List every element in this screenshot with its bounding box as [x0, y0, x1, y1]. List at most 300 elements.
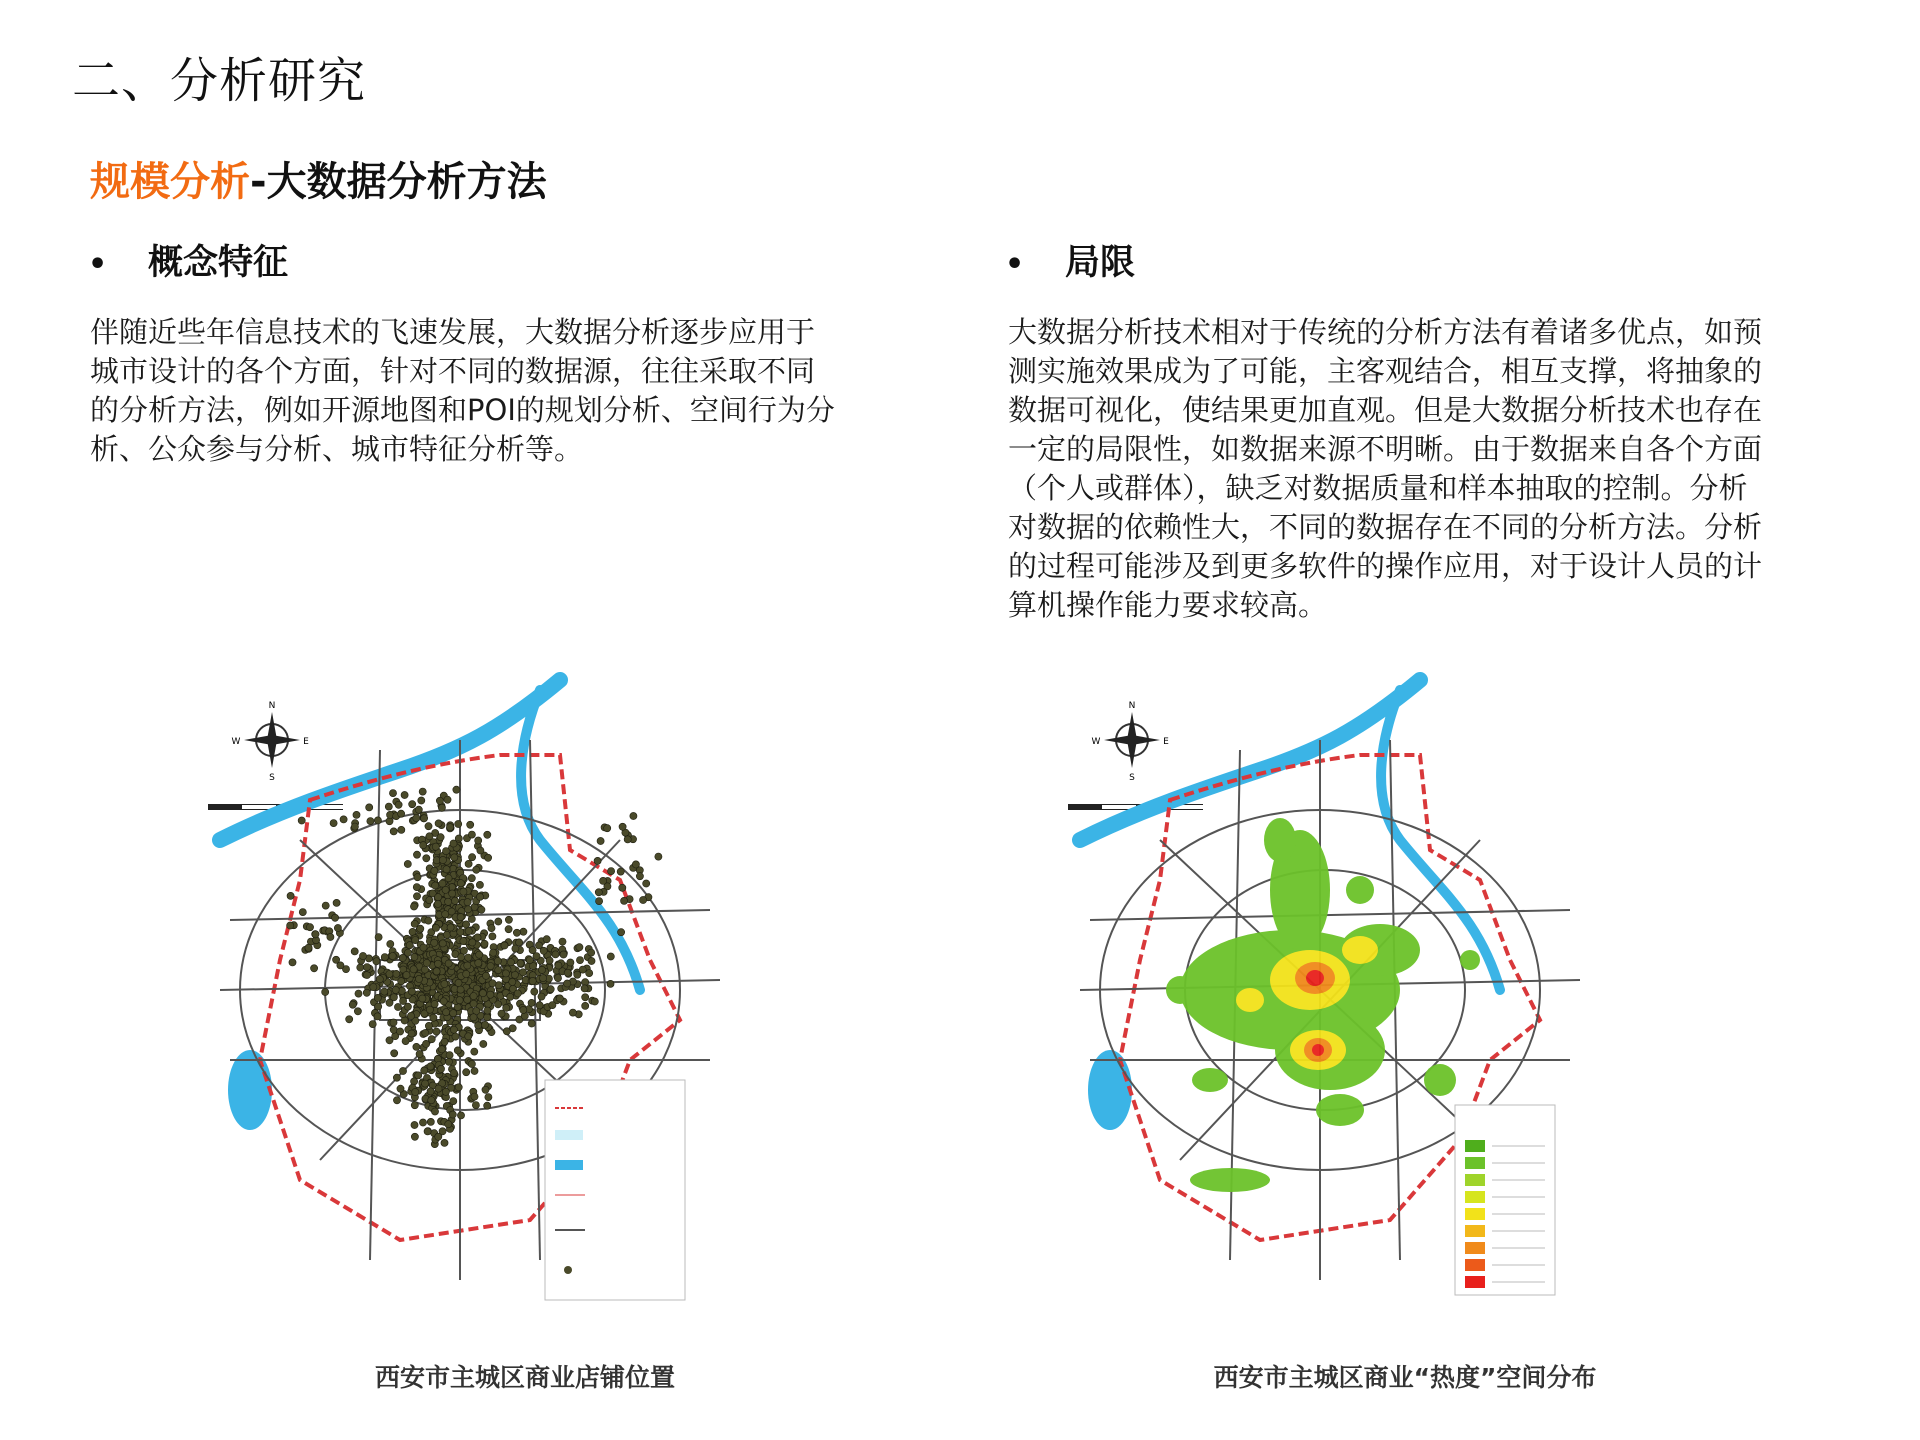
poi-dot: [415, 975, 422, 982]
poi-dot: [311, 965, 318, 972]
poi-dot: [442, 848, 449, 855]
poi-dot: [439, 940, 446, 947]
poi-dot: [391, 1050, 398, 1057]
poi-dot: [505, 926, 512, 933]
poi-dot: [503, 1028, 510, 1035]
left-heading: [88, 235, 288, 285]
poi-dot: [437, 1065, 444, 1072]
poi-dot: [417, 925, 424, 932]
poi-dot: [433, 1028, 440, 1035]
poi-dot: [333, 899, 340, 906]
poi-dot: [357, 964, 364, 971]
poi-dot: [421, 815, 428, 822]
poi-dot: [390, 1019, 397, 1026]
poi-dot: [464, 996, 471, 1003]
poi-dot: [414, 874, 421, 881]
poi-dot: [425, 823, 432, 830]
poi-dot: [463, 921, 470, 928]
poi-dot: [445, 898, 452, 905]
poi-dot: [564, 980, 571, 987]
poi-dot: [426, 1006, 433, 1013]
poi-dot: [455, 979, 462, 986]
poi-dot: [485, 854, 492, 861]
poi-dot: [443, 1009, 450, 1016]
poi-dot: [445, 875, 452, 882]
poi-dot: [487, 991, 494, 998]
poi-dot: [484, 1014, 491, 1021]
poi-dot: [621, 897, 628, 904]
poi-dot: [574, 971, 581, 978]
poi-dot: [322, 902, 329, 909]
poi-dot: [470, 1000, 477, 1007]
poi-dot: [312, 931, 319, 938]
poi-dot: [419, 995, 426, 1002]
poi-dot: [484, 1102, 491, 1109]
poi-dot: [354, 1008, 361, 1015]
poi-dot: [397, 1085, 404, 1092]
poi-dot: [490, 949, 497, 956]
heat-legend: [1455, 1105, 1555, 1295]
poi-dot: [415, 1072, 422, 1079]
poi-dot: [435, 820, 442, 827]
poi-dot: [426, 833, 433, 840]
poi-dot: [445, 960, 452, 967]
poi-dot: [468, 831, 475, 838]
poi-dot: [430, 1014, 437, 1021]
poi-dot: [445, 1121, 452, 1128]
poi-dot: [413, 884, 420, 891]
shop-location-map: [200, 660, 820, 1320]
poi-dot: [393, 1097, 400, 1104]
poi-dot: [437, 834, 444, 841]
compass-w: W: [231, 737, 241, 747]
poi-dot: [381, 954, 388, 961]
poi-dot: [540, 947, 547, 954]
poi-dot: [432, 924, 439, 931]
poi-dot: [465, 928, 472, 935]
poi-dot: [457, 986, 464, 993]
compass-icon: [232, 701, 310, 783]
bullet-icon: •: [1005, 247, 1025, 282]
poi-dot: [464, 899, 471, 906]
poi-dot: [401, 1017, 408, 1024]
poi-dot: [367, 818, 374, 825]
poi-dot: [420, 944, 427, 951]
poi-dot: [403, 971, 410, 978]
poi-dot: [410, 903, 417, 910]
poi-dot: [481, 940, 488, 947]
poi-dot: [449, 1111, 456, 1118]
poi-dot: [456, 997, 463, 1004]
poi-dot: [495, 918, 502, 925]
poi-dot: [618, 929, 625, 936]
poi-dot: [413, 893, 420, 900]
poi-dot: [442, 1088, 449, 1095]
poi-dot: [619, 823, 626, 830]
poi-dot: [596, 898, 603, 905]
poi-dot: [485, 1094, 492, 1101]
poi-dot: [451, 854, 458, 861]
heat-distribution-map: [1060, 660, 1680, 1320]
poi-dot: [440, 998, 447, 1005]
poi-dot: [370, 984, 377, 991]
poi-dot: [484, 1007, 491, 1014]
poi-dot: [427, 1063, 434, 1070]
poi-dot: [458, 954, 465, 961]
poi-dot: [475, 959, 482, 966]
poi-dot: [404, 1003, 411, 1010]
poi-dot: [514, 990, 521, 997]
poi-dot: [559, 938, 566, 945]
poi-dot: [428, 1097, 435, 1104]
poi-dot: [489, 933, 496, 940]
legend: [545, 1080, 685, 1300]
poi-dot: [471, 1067, 478, 1074]
poi-dot: [520, 928, 527, 935]
poi-dot: [434, 900, 441, 907]
poi-dot: [409, 801, 416, 808]
poi-dot: [306, 924, 313, 931]
poi-dot: [395, 801, 402, 808]
poi-dot: [487, 963, 494, 970]
poi-dot: [617, 868, 624, 875]
poi-dot: [576, 957, 583, 964]
poi-dot: [404, 949, 411, 956]
compass-w: W: [1091, 737, 1101, 747]
poi-dot: [488, 925, 495, 932]
poi-dot: [374, 1013, 381, 1020]
compass-s: S: [1129, 773, 1135, 783]
compass-s: S: [269, 773, 275, 783]
poi-dot: [470, 1014, 477, 1021]
poi-dot: [478, 906, 485, 913]
poi-dot: [393, 1074, 400, 1081]
poi-dot: [442, 886, 449, 893]
poi-dot: [450, 1070, 457, 1077]
poi-dot: [619, 884, 626, 891]
poi-dot: [425, 917, 432, 924]
poi-dot: [413, 815, 420, 822]
poi-dot: [398, 978, 405, 985]
poi-dot: [419, 1119, 426, 1126]
poi-dot: [334, 924, 341, 931]
poi-dot: [349, 1001, 356, 1008]
poi-dot: [546, 957, 553, 964]
poi-dot: [608, 868, 615, 875]
poi-dot: [386, 999, 393, 1006]
poi-dot: [457, 913, 464, 920]
poi-dot: [435, 894, 442, 901]
poi-dot: [330, 820, 337, 827]
poi-dot: [375, 934, 382, 941]
poi-dot: [389, 790, 396, 797]
poi-dot: [369, 1021, 376, 1028]
poi-dot: [564, 969, 571, 976]
poi-dot: [447, 824, 454, 831]
poi-dot: [375, 1003, 382, 1010]
poi-dot: [423, 1040, 430, 1047]
poi-dot: [503, 1004, 510, 1011]
poi-dot: [528, 1020, 535, 1027]
poi-dot: [426, 897, 433, 904]
poi-dot: [416, 1050, 423, 1057]
poi-dot: [469, 939, 476, 946]
compass-e: E: [303, 737, 309, 747]
poi-dot: [305, 944, 312, 951]
poi-dot: [454, 1047, 461, 1054]
poi-dot: [465, 860, 472, 867]
poi-dot: [441, 1038, 448, 1045]
poi-dot: [399, 1067, 406, 1074]
left-map-caption: 西安市主城区商业店铺位置: [374, 1363, 675, 1392]
poi-dot: [464, 962, 471, 969]
poi-dot: [390, 828, 397, 835]
poi-dot: [435, 1085, 442, 1092]
poi-dot: [471, 1048, 478, 1055]
lake: [1088, 1050, 1132, 1130]
poi-dot: [502, 970, 509, 977]
poi-dot: [453, 786, 460, 793]
right-paragraph: 大数据分析技术相对于传统的分析方法有着诸多优点，如预 测实施效果成为了可能，主客观结合，相互支撑，将抽象的 数据可视化，使结果更加直观。但是大数据分析技术也存在 一定的局限性，如数据来源不明晰。由于数据来自各个方面 （个人或群体），缺乏对数据质量和样本抽取的控制。分析 对数据的依赖性大，不同的数据存在不同的分析方法。分析 的过程可能涉及到更多软件的操作应用，对于设计人员的计 算机操作能力要求较高。: [1008, 315, 1763, 622]
poi-dot: [450, 840, 457, 847]
poi-dot: [495, 1001, 502, 1008]
poi-dot: [351, 823, 358, 830]
poi-dot: [421, 966, 428, 973]
poi-dot: [408, 1030, 415, 1037]
poi-dot: [423, 855, 430, 862]
poi-dot: [351, 948, 358, 955]
poi-dot: [655, 853, 662, 860]
poi-dot: [436, 797, 443, 804]
poi-dot: [528, 999, 535, 1006]
poi-dot: [435, 1133, 442, 1140]
poi-dot: [423, 959, 430, 966]
poi-dot: [402, 1038, 409, 1045]
poi-dot: [512, 945, 519, 952]
poi-dot: [390, 1026, 397, 1033]
right-heading-text: 局限: [1065, 243, 1136, 283]
poi-dot: [495, 967, 502, 974]
poi-dot: [322, 988, 329, 995]
poi-dot: [582, 1002, 589, 1009]
poi-dot: [555, 962, 562, 969]
poi-dot: [387, 940, 394, 947]
poi-dot: [538, 966, 545, 973]
poi-dot: [401, 791, 408, 798]
poi-dot: [373, 958, 380, 965]
poi-dot: [363, 989, 370, 996]
poi-dot: [476, 881, 483, 888]
poi-dot: [398, 826, 405, 833]
poi-dot: [531, 988, 538, 995]
poi-dot: [411, 1102, 418, 1109]
poi-dot: [392, 986, 399, 993]
poi-dot: [529, 947, 536, 954]
lake: [228, 1050, 272, 1130]
poi-dot: [438, 1046, 445, 1053]
poi-dot: [465, 906, 472, 913]
poi-dot: [576, 944, 583, 951]
poi-dot: [386, 1037, 393, 1044]
poi-dot: [594, 857, 601, 864]
poi-dot: [443, 866, 450, 873]
poi-dot: [630, 812, 637, 819]
poi-dot: [445, 1058, 452, 1065]
poi-dot: [385, 803, 392, 810]
poi-dot: [582, 994, 589, 1001]
poi-dot: [431, 867, 438, 874]
poi-dot: [421, 1067, 428, 1074]
poi-dot: [413, 851, 420, 858]
poi-dot: [588, 949, 595, 956]
poi-dot: [643, 880, 650, 887]
heat-distribution-map-svg: [1060, 660, 1680, 1320]
poi-dot: [569, 1009, 576, 1016]
poi-dot: [607, 980, 614, 987]
poi-dot: [473, 866, 480, 873]
poi-dot: [480, 1040, 487, 1047]
poi-dot: [457, 928, 464, 935]
bullet-icon: •: [88, 247, 108, 282]
poi-dot: [447, 924, 454, 931]
poi-dot: [588, 957, 595, 964]
poi-dot: [424, 1128, 431, 1135]
poi-dot: [556, 995, 563, 1002]
poi-dot: [359, 952, 366, 959]
poi-dot: [394, 1003, 401, 1010]
poi-dot: [411, 1133, 418, 1140]
poi-dot: [404, 860, 411, 867]
poi-dot: [469, 854, 476, 861]
poi-dot: [420, 842, 427, 849]
poi-dot: [463, 1069, 470, 1076]
poi-dot: [441, 1139, 448, 1146]
poi-dot: [529, 977, 536, 984]
poi-dot: [441, 980, 448, 987]
poi-dot: [410, 966, 417, 973]
section-title: 二、分析研究: [72, 53, 367, 109]
poi-dot: [636, 873, 643, 880]
poi-dot: [457, 1112, 464, 1119]
poi-dot: [327, 933, 334, 940]
shop-location-map-svg: [200, 660, 820, 1320]
poi-dot: [479, 990, 486, 997]
poi-dot: [434, 960, 441, 967]
right-map-caption: 西安市主城区商业“热度”空间分布: [1213, 1363, 1597, 1392]
poi-dot: [412, 1088, 419, 1095]
poi-dot: [476, 951, 483, 958]
poi-dot: [540, 975, 547, 982]
subtitle-rest: -大数据分析方法: [250, 159, 547, 205]
poi-dot: [475, 837, 482, 844]
poi-dot: [450, 1098, 457, 1105]
poi-dot: [470, 993, 477, 1000]
poi-dot: [432, 882, 439, 889]
poi-dot: [482, 972, 489, 979]
poi-dot: [299, 909, 306, 916]
compass-icon: [1092, 701, 1170, 783]
poi-dot: [465, 954, 472, 961]
poi-dot: [476, 893, 483, 900]
page-subtitle: [90, 150, 547, 207]
poi-dot: [467, 821, 474, 828]
poi-dot: [408, 988, 415, 995]
compass-e: E: [1163, 737, 1169, 747]
poi-dot: [463, 970, 470, 977]
poi-dot: [507, 959, 514, 966]
poi-dot: [460, 888, 467, 895]
poi-dot: [419, 788, 426, 795]
poi-dot: [586, 970, 593, 977]
poi-dot: [427, 1088, 434, 1095]
poi-dot: [451, 897, 458, 904]
poi-dot: [398, 810, 405, 817]
poi-dot: [287, 922, 294, 929]
poi-dot: [389, 953, 396, 960]
right-heading: [1005, 235, 1135, 285]
poi-dot: [517, 960, 524, 967]
poi-dot: [520, 1006, 527, 1013]
poi-dot: [560, 951, 567, 958]
poi-dot: [591, 998, 598, 1005]
poi-dot: [289, 959, 296, 966]
poi-dot: [472, 1102, 479, 1109]
poi-dot: [460, 938, 467, 945]
poi-dot: [477, 847, 484, 854]
compass-n: N: [268, 701, 276, 711]
poi-dot: [413, 1043, 420, 1050]
poi-dot: [374, 994, 381, 1001]
poi-dot: [519, 969, 526, 976]
poi-dot: [432, 843, 439, 850]
poi-dot: [427, 1118, 434, 1125]
poi-dot: [581, 985, 588, 992]
poi-dot: [450, 1010, 457, 1017]
left-paragraph: 伴随近些年信息技术的飞速发展，大数据分析逐步应用于 城市设计的各个方面，针对不同的数据源，往往采取不同 的分析方法，例如开源地图和POI的规划分析、空间行为分 析、公众参与分析、城市特征分析等。: [90, 315, 835, 466]
poi-dot: [538, 993, 545, 1000]
poi-dot: [457, 880, 464, 887]
poi-dot: [439, 856, 446, 863]
poi-dot: [422, 1029, 429, 1036]
poi-dot: [452, 1033, 459, 1040]
poi-dot: [376, 976, 383, 983]
poi-dot: [332, 914, 339, 921]
poi-dot: [374, 817, 381, 824]
poi-dot: [431, 939, 438, 946]
poi-dot: [418, 797, 425, 804]
poi-dot: [393, 970, 400, 977]
poi-dot: [340, 816, 347, 823]
poi-dot: [407, 1012, 414, 1019]
poi-dot: [468, 1060, 475, 1067]
poi-dot: [363, 964, 370, 971]
poi-dot: [337, 962, 344, 969]
poi-dot: [381, 988, 388, 995]
poi-dot: [624, 836, 631, 843]
poi-dot: [471, 1093, 478, 1100]
left-heading-text: 概念特征: [148, 243, 289, 283]
poi-dot: [422, 1080, 429, 1087]
poi-dot: [509, 978, 516, 985]
poi-dot: [355, 990, 362, 997]
poi-dot: [412, 937, 419, 944]
poi-dot: [397, 1028, 404, 1035]
poi-dot: [632, 861, 639, 868]
poi-dot: [450, 1026, 457, 1033]
poi-dot: [501, 942, 508, 949]
poi-dot: [400, 997, 407, 1004]
poi-dot: [552, 951, 559, 958]
